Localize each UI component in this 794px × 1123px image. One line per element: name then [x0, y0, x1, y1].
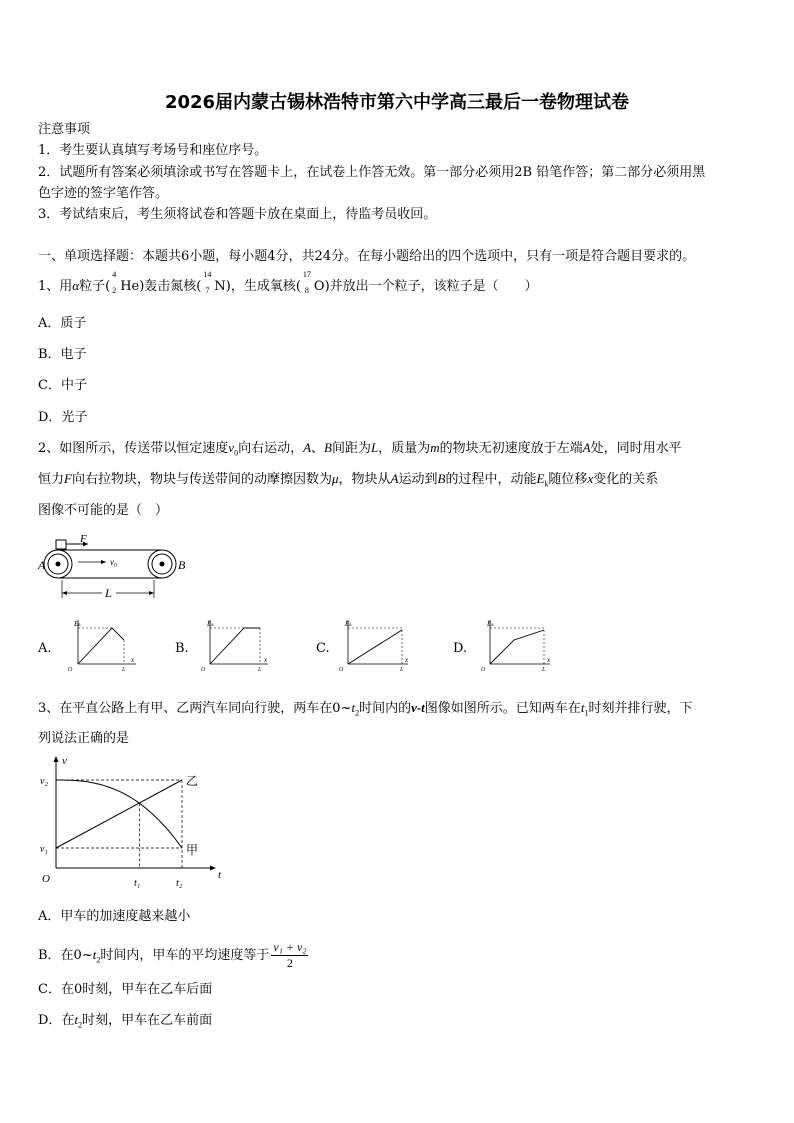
v0-label: v₀	[110, 557, 118, 567]
page-title: 2026届内蒙古锡林浩特市第六中学高三最后一卷物理试卷	[164, 92, 630, 113]
v2-tick-label: v₂	[40, 776, 48, 787]
svg-text:L: L	[400, 667, 404, 672]
svg-text:Eₖ: Eₖ	[487, 620, 494, 628]
series-yi-label: 乙	[186, 774, 199, 788]
svg-text:L: L	[542, 667, 546, 672]
series-yi-line	[56, 780, 182, 848]
svg-text:x: x	[405, 656, 409, 664]
q1-option-c: C．中子	[38, 378, 87, 393]
q3-option-d: D．在$t_2$时刻，甲车在乙车前面	[38, 1012, 213, 1030]
q3-option-b: B．在$0\sim t_2$时间内，甲车的平均速度等于 $\frac{\text{v₁ + v₂}}{2}$	[38, 940, 307, 970]
q1-option-a: A．质子	[38, 316, 87, 331]
q2-graph-a	[64, 616, 140, 672]
q3-option-c: C．在0时刻，甲车在乙车后面	[38, 982, 213, 997]
question-1-stem: 1、用α粒子( 4 2 He)轰击氮核( 14 7 N)，生成氧核( 17 8 O)并放出一个粒子，该粒子是（ ）	[38, 270, 538, 295]
question-2-stem-line3: 图像不可能的是（ ）	[38, 503, 169, 518]
q2-option-b: B.	[175, 641, 189, 656]
conveyor-belt-figure	[36, 530, 206, 602]
svg-text:Eₖ: Eₖ	[345, 620, 352, 628]
notice-item: 2．试题所有答案必须填涂或书写在答题卡上，在试卷上作答无效。第一部分必须用2B 铅笔作答；第二部分必须用黑	[38, 165, 706, 180]
vt-chart	[36, 752, 226, 892]
svg-text:x: x	[131, 656, 135, 664]
notice-item: 1．考生要认真填写考场号和座位序号。	[38, 143, 268, 158]
section-heading: 一、单项选择题：本题共6小题，每小题4分，共24分。在每小题给出的四个选项中，只有一项是符合题目要求的。	[38, 249, 696, 264]
svg-text:Eₖ: Eₖ	[207, 620, 214, 628]
question-2-stem-line1: 2、如图所示，传送带以恒定速度$v_0$向右运动，A、B间距为L，质量为m的物块无初速度放于左端A处，同时用水平	[38, 440, 682, 458]
t2-tick-label: t₂	[176, 878, 183, 889]
origin-label: O	[42, 873, 50, 885]
notice-item: 3．考试结束后，考生须将试卷和答题卡放在桌面上，待监考员收回。	[38, 207, 437, 222]
svg-text:Eₖ: Eₖ	[74, 620, 81, 628]
q1-option-d: D．光子	[38, 410, 88, 425]
svg-text:O: O	[481, 667, 486, 672]
v1-tick-label: v₁	[40, 844, 48, 855]
question-2-stem-line2: 恒力F向右拉物块，物块与传送带间的动摩擦因数为μ，物块从A运动到B的过程中，动能$E_k$随位移x变化的关系	[38, 471, 659, 489]
notice-item: 色字迹的签字笔作答。	[38, 186, 169, 201]
q1-option-b: B．电子	[38, 347, 87, 362]
t1-tick-label: t₁	[134, 878, 141, 889]
svg-text:O: O	[68, 667, 73, 672]
length-label: L	[105, 586, 112, 600]
svg-text:L: L	[122, 667, 126, 672]
q2-graph-b	[198, 616, 274, 672]
svg-text:x: x	[264, 656, 268, 664]
point-b-label: B	[178, 558, 186, 572]
block	[56, 540, 66, 549]
t-axis-label: t	[218, 869, 222, 881]
question-3-stem-line2: 列说法正确的是	[38, 731, 130, 746]
force-label: F	[80, 533, 87, 545]
svg-text:x: x	[547, 656, 551, 664]
notice-heading: 注意事项	[38, 122, 91, 137]
q2-graph-c	[336, 616, 412, 672]
series-jia-label: 甲	[186, 843, 199, 857]
q2-option-c: C.	[316, 641, 330, 656]
svg-text:L: L	[258, 667, 262, 672]
question-3-stem-line1: 3、在平直公路上有甲、乙两汽车同向行驶，两车在$0\sim t_2$时间内的v-t图像如图所示。已知两车在$t_1$时刻并排行驶，下	[38, 700, 693, 718]
q2-graph-d	[478, 616, 554, 672]
point-a-label: A	[38, 558, 46, 572]
q2-option-d: D.	[453, 641, 468, 656]
svg-text:O: O	[201, 667, 206, 672]
q2-option-a: A.	[38, 641, 52, 656]
v-axis-label: v	[62, 755, 67, 767]
svg-text:O: O	[339, 667, 344, 672]
q3-option-a: A．甲车的加速度越来越小	[38, 909, 191, 924]
